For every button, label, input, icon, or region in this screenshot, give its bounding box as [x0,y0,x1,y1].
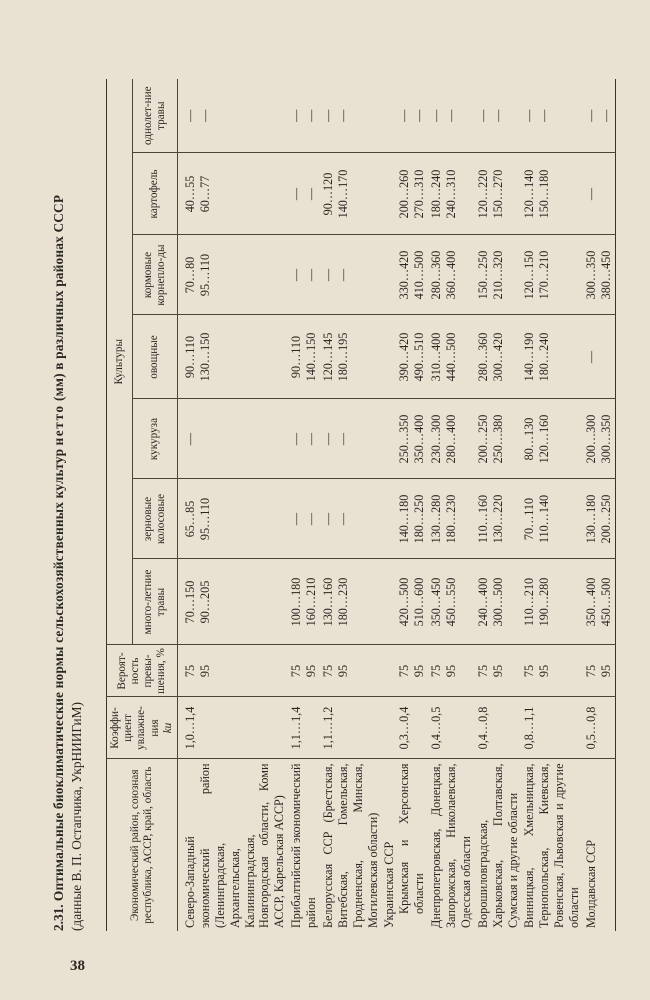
prob-cell: 75 95 [521,645,583,697]
header-potato: картофель [133,153,178,235]
region-cell: Украинская ССР Крымская и Херсонская области [382,763,427,928]
header-grain: зерновые колосовые [133,479,178,559]
corn-cell: 200…300 300…350 [583,399,615,479]
prob-cell: 75 95 [178,645,289,697]
region-subcell: Крымская и Херсонская области [397,763,427,914]
roots-cell: 280…360 360…400 [428,235,475,315]
potato-cell: 120…140 150…180 [521,153,583,235]
prob-cell: 75 95 [288,645,320,697]
table-row [320,79,382,931]
corn-cell: 200…250 250…380 [475,399,522,479]
rotated-page-content [50,65,613,945]
corn-cell: — — [320,399,382,479]
veg-cell: 90…110 130…150 [178,315,289,399]
annual-cell: — — [521,79,583,153]
caption-title: Оптимальные биоклиматические нормы сельскохозяйственных культур [51,448,66,902]
coef-cell: 1,0…1,4 [178,697,289,759]
caption-title-spaced: нетто [51,404,66,446]
veg-cell: 390…420 490…510 [381,315,428,399]
region-cell: Днепропетровская, Донецкая, Запорожская, Николаевская, Одесская области [429,763,473,928]
perennial-cell: 110…210 190…280 [521,559,583,645]
prob-cell: 75 95 [428,645,475,697]
region-cell: Ворошиловградская, Харьковская, Полтавская, Сумская и другие области [475,763,520,928]
veg-cell: 140…190 180…240 [521,315,583,399]
veg-cell: — [583,315,615,399]
perennial-cell: 100…180 160…210 [288,559,320,645]
region-cell: Белорусская ССР (Брестская, Витебская, Гомельская, Гродненская, Минская, Могилевская области) [320,763,380,928]
perennial-cell: 420…500 510…600 [381,559,428,645]
veg-cell: 310…400 440…500 [428,315,475,399]
header-vegetables: овощные [133,315,178,399]
table-row [288,79,320,931]
header-annual: однолет-ние травы [133,79,178,153]
coef-cell: 0,5…0,8 [583,697,615,759]
annual-cell: — — [583,79,615,153]
coef-cell: 0,8…1,1 [521,697,583,759]
table-row [428,79,475,931]
perennial-cell: 70…150 90…205 [178,559,289,645]
table-caption [50,81,85,931]
roots-cell: 150…250 210…320 [475,235,522,315]
veg-cell: 90…110 140…150 [288,315,320,399]
roots-cell: 300…350 380…450 [583,235,615,315]
potato-cell: 180…240 240…310 [428,153,475,235]
perennial-cell: 350…450 450…550 [428,559,475,645]
table-row [475,79,522,931]
perennial-cell: 350…400 450…500 [583,559,615,645]
roots-cell: 330…420 410…500 [381,235,428,315]
table-row [583,79,615,931]
region-cell: Прибалтийский экономический район [289,763,319,928]
veg-cell: 120…145 180…195 [320,315,382,399]
caption-title-rest: (мм) в различных районах СССР [51,194,66,402]
region-cell: Молдавская ССР [583,839,598,928]
norms-table [106,79,616,931]
corn-cell: — — [288,399,320,479]
corn-cell: — [178,399,289,479]
annual-cell: — — [475,79,522,153]
coef-cell: 0,4…0,8 [475,697,522,759]
header-coef: Коэффи-циент увлажне-ния kи [107,697,178,759]
potato-cell: 90…120 140…170 [320,153,382,235]
header-roots: кормовые корнепло-ды [133,235,178,315]
header-region: Экономический район, союзная республика, АССР, край, область [107,759,178,931]
potato-cell: — — [288,153,320,235]
table-row [521,79,583,931]
grain-cell: — — [320,479,382,559]
page-number: 38 [70,958,85,974]
annual-cell: — — [428,79,475,153]
annual-cell: — — [288,79,320,153]
roots-cell: — — [288,235,320,315]
prob-cell: 75 95 [320,645,382,697]
caption-number: 2.31. [51,904,66,931]
grain-cell: — — [288,479,320,559]
grain-cell: 130…280 180…230 [428,479,475,559]
potato-cell: 120…220 150…270 [475,153,522,235]
caption-source: (данные В. П. Остапчика, УкрНИИГиМ) [68,702,84,931]
table-row [178,79,289,931]
prob-cell: 75 95 [583,645,615,697]
roots-cell: — — [320,235,382,315]
potato-cell: — [583,153,615,235]
header-cultures: Культуры [107,79,133,645]
corn-cell: 230…300 280…400 [428,399,475,479]
corn-cell: 80…130 120…160 [521,399,583,479]
coef-cell: 0,3…0,4 [381,697,428,759]
grain-cell: 130…180 200…250 [583,479,615,559]
grain-cell: 70…110 110…140 [521,479,583,559]
annual-cell: — — [381,79,428,153]
header-probability: Вероят-ность превы-шения, % [107,645,178,697]
veg-cell: 280…360 300…420 [475,315,522,399]
roots-cell: 120…150 170…210 [521,235,583,315]
grain-cell: 140…180 180…250 [381,479,428,559]
perennial-cell: 240…400 300…500 [475,559,522,645]
header-corn: кукуруза [133,399,178,479]
coef-cell: 0,4…0,5 [428,697,475,759]
header-perennial: много-летние травы [133,559,178,645]
table-body [178,79,616,931]
grain-cell: 110…160 130…220 [475,479,522,559]
table-row [381,79,428,931]
grain-cell: 65…85 95…110 [178,479,289,559]
coef-cell: 1,1…1,4 [288,697,320,759]
prob-cell: 75 95 [475,645,522,697]
header-coef-symbol: kи [161,722,174,734]
corn-cell: 250…350 350…400 [381,399,428,479]
annual-cell: — — [178,79,289,153]
annual-cell: — — [320,79,382,153]
potato-cell: 200…260 270…310 [381,153,428,235]
potato-cell: 40…55 60…77 [178,153,289,235]
region-cell: Винницкая, Хмельницкая, Тернопольская, Киевская, Ровенская, Львовская и другие области [522,763,582,928]
coef-cell: 1,1…1,2 [320,697,382,759]
prob-cell: 75 95 [381,645,428,697]
roots-cell: 70…80 95…110 [178,235,289,315]
perennial-cell: 130…160 180…230 [320,559,382,645]
region-cell: Северо-Западный экономический район (Ленинградская, Архангельская, Калининградская, Новгородская области, Коми АССР, Карельская АССР) [183,763,287,928]
